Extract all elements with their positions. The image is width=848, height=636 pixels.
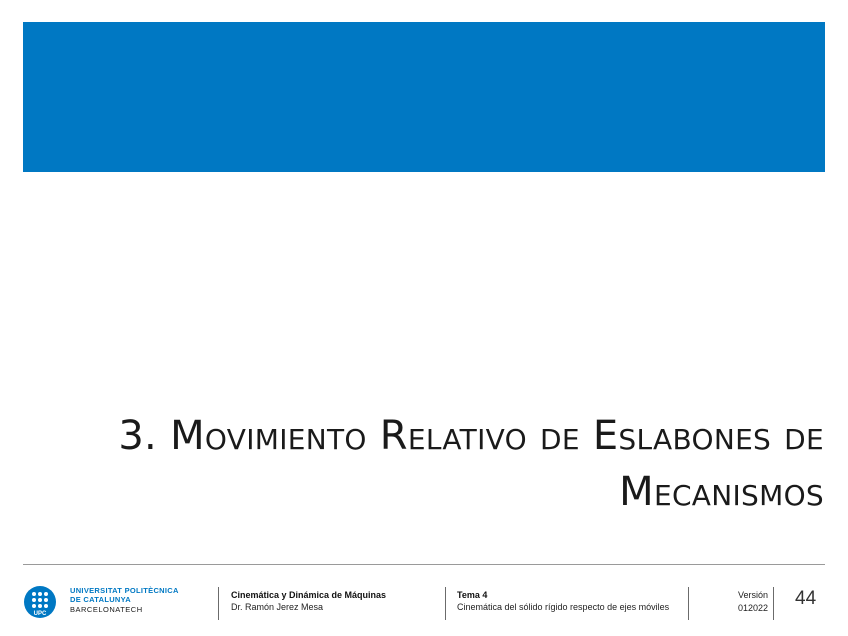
logo-line1: UNIVERSITAT POLITÈCNICA (70, 586, 179, 595)
course-author: Dr. Ramón Jerez Mesa (231, 602, 324, 612)
slide-title (44, 408, 824, 520)
version-value: 012022 (737, 603, 768, 613)
version-info (716, 589, 768, 615)
footer-separator (445, 587, 446, 620)
logo-line2: DE CATALUNYA (70, 595, 131, 604)
course-info (231, 589, 436, 613)
slide-title-line1: 3. Movimiento Relativo de Eslabones de (118, 413, 824, 459)
footer-divider (23, 564, 825, 565)
title-banner (23, 22, 825, 172)
upc-badge-text: UPC (33, 611, 47, 617)
slide-title-line2: Mecanismos (619, 469, 824, 515)
topic-description: Cinemática del sólido rígido respecto de ejes móviles (457, 602, 670, 612)
version-label: Versión (737, 590, 768, 600)
footer-separator (773, 587, 774, 620)
logo-line3: BARCELONATECH (70, 605, 143, 614)
upc-emblem-icon (24, 586, 56, 618)
course-title: Cinemática y Dinámica de Máquinas (231, 590, 387, 600)
footer-separator (688, 587, 689, 620)
topic-info (457, 589, 685, 613)
upc-logo (24, 584, 194, 620)
topic-label: Tema 4 (457, 590, 488, 600)
footer-separator (218, 587, 219, 620)
page-number: 44 (795, 588, 817, 609)
